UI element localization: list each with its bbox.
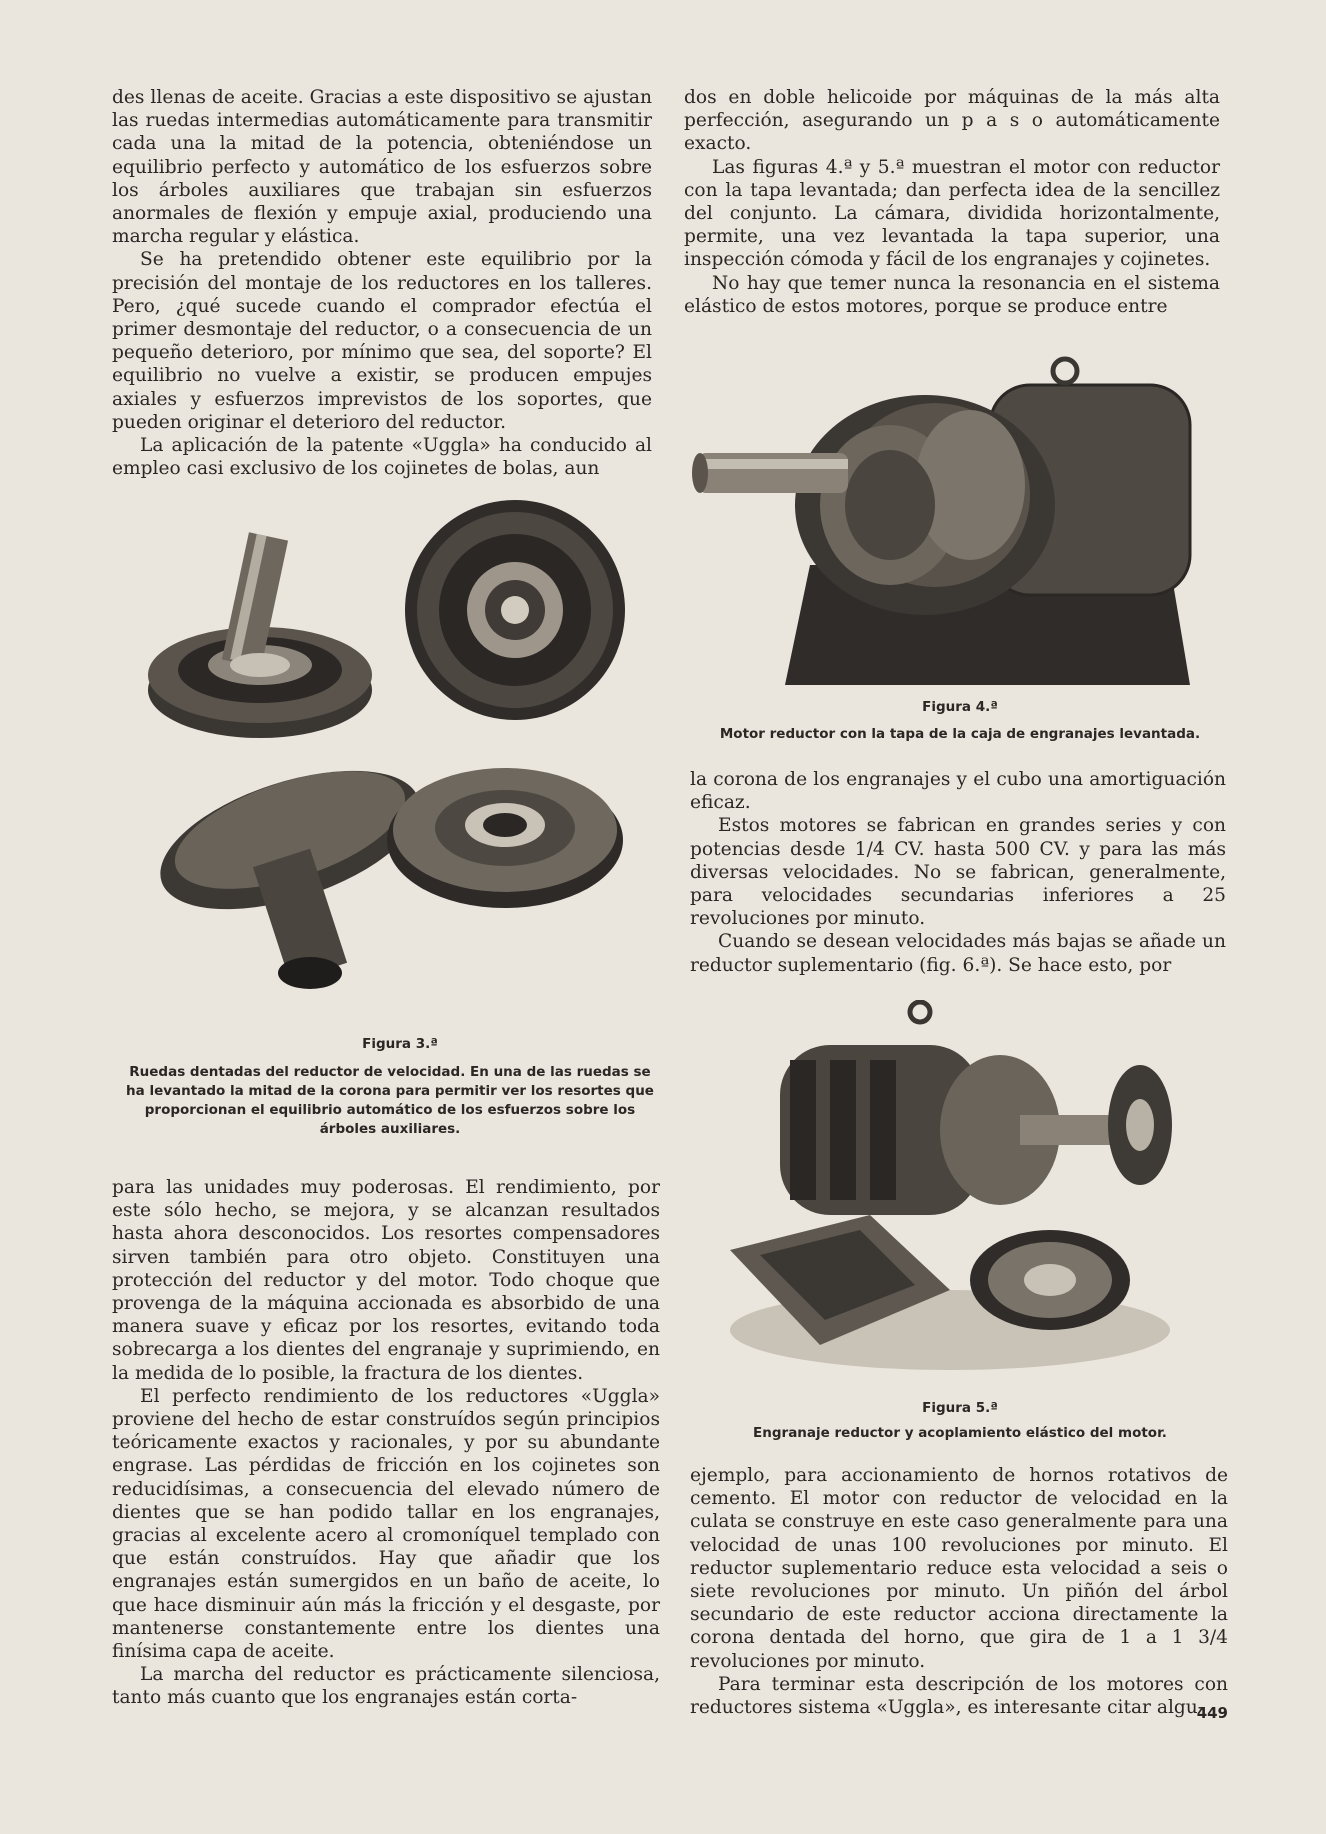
figure-5-image — [720, 1000, 1190, 1390]
paragraph: Se ha pretendido obtener este equilibrio por la precisión del montaje de los reductores en los talleres. Pero, ¿qué sucede cuando el comprador efectúa el primer desmontaje del reductor, o a consecuencia de un pequeño deterioro, por mínimo que sea, del soporte? El equilibrio no vuelve a existir, se producen empujes axiales y esfuerzos imprevistos de los soportes, que pueden originar el deterioro del reductor. — [112, 249, 652, 433]
page-number: 449 — [1196, 1704, 1228, 1722]
paragraph: Estos motores se fabrican en grandes series y con potencias desde 1/4 CV. hasta 500 CV. y para las más diversas velocidades. No se fabrican, generalmente, para velocidades secundarias inferiores a 25 revoluciones por minuto. — [690, 815, 1226, 930]
paragraph: La marcha del reductor es prácticamente silenciosa, tanto más cuanto que los engranajes están corta- — [112, 1664, 660, 1709]
left-column-bottom — [112, 1176, 660, 1710]
paragraph: des llenas de aceite. Gracias a este dispositivo se ajustan las ruedas intermedias automáticamente para transmitir cada una la mitad de la potencia, obteniéndose un equilibrio perfecto y automático de los esfuerzos sobre los árboles auxiliares que trabajan sin esfuerzos anormales de flexión y empuje axial, produciendo una marcha regular y elástica. — [112, 87, 652, 248]
paragraph: dos en doble helicoide por máquinas de la más alta perfección, asegurando un p a s o automáticamente exacto. — [684, 87, 1220, 155]
paragraph: La aplicación de la patente «Uggla» ha conducido al empleo casi exclusivo de los cojinetes de bolas, aun — [112, 435, 652, 480]
right-column-middle — [690, 768, 1226, 977]
paragraph: ejemplo, para accionamiento de hornos rotativos de cemento. El motor con reductor de velocidad en la culata se construye en este caso generalmente para una velocidad de unas 100 revoluciones por minuto. El reductor suplementario reduce esta velocidad a seis o siete revoluciones por minuto. Un piñón del árbol secundario de este reductor acciona directamente la corona dentada del horno, que gira de 1 a 1 3/4 revoluciones por minuto. — [690, 1465, 1228, 1672]
double-helical-gear — [144, 743, 437, 989]
figure-3-caption: Ruedas dentadas del reductor de velocidad. En una de las ruedas se ha levantado la mitad de la corona para permitir ver los resortes que proporcionan el equilibrio automático de los esfuerzos sobre los árboles auxiliares. — [126, 1064, 654, 1137]
crown-wheel — [387, 768, 623, 908]
paragraph: Para terminar esta descripción de los motores con reductores sistema «Uggla», es interesante citar algu- — [690, 1673, 1228, 1719]
figure-3-number: Figura 3.ª — [362, 1036, 438, 1052]
paragraph: Las figuras 4.ª y 5.ª muestran el motor con reductor con la tapa levantada; dan perfecta idea de la sencillez del conjunto. La cámara, dividida horizontalmente, permite, una vez levantada la tapa superior, una inspección cómoda y fácil de los engranajes y cojinetes. — [684, 156, 1220, 271]
figure-5-caption: Engranaje reductor y acoplamiento elástico del motor. — [753, 1425, 1167, 1441]
figure-4-caption: Motor reductor con la tapa de la caja de engranajes levantada. — [719, 726, 1201, 742]
reducer-and-coupling — [730, 1002, 1172, 1370]
figure-3-image — [140, 495, 660, 1025]
figure-4-number: Figura 4.ª — [922, 699, 998, 715]
figure-5-number: Figura 5.ª — [922, 1400, 998, 1416]
paragraph: No hay que temer nunca la resonancia en el sistema elástico de estos motores, porque se produce entre — [684, 272, 1220, 317]
left-column-top — [112, 86, 652, 480]
gear-wheel-with-bearing — [405, 500, 625, 720]
figure-4-image — [690, 355, 1220, 695]
paragraph: para las unidades muy poderosas. El rendimiento, por este sólo hecho, se mejora, y se alcanzan resultados hasta ahora desconocidos. Los resortes compensadores sirven también para otro objeto. Constituyen una protección del reductor y del motor. Todo choque que provenga de la máquina accionada es absorbido de una manera suave y eficaz por los resortes, evitando toda sobrecarga a los dientes del engranaje y suprimiendo, en la medida de lo posible, la fractura de los dientes. — [112, 1177, 660, 1384]
right-column-bottom — [690, 1464, 1228, 1719]
paragraph: la corona de los engranajes y el cubo una amortiguación eficaz. — [690, 769, 1226, 814]
gear-wheel-with-shaft — [148, 532, 372, 738]
paragraph: Cuando se desean velocidades más bajas se añade un reductor suplementario (fig. 6.ª). Se hace esto, por — [690, 931, 1226, 976]
paragraph: El perfecto rendimiento de los reductores «Uggla» proviene del hecho de estar construídos según principios teóricamente exactos y racionales, y por su abundante engrase. Las pérdidas de fricción en los cojinetes son reducidísimas, a consecuencia del elevado número de dientes que se han podido tallar en los engranajes, gracias al excelente acero al cromoníquel templado con que están construídos. Hay que añadir que los engranajes están sumergidos en un baño de aceite, lo que hace disminuir aún más la fricción y el desgaste, por mantenerse constantemente entre los dientes una finísima capa de aceite. — [112, 1385, 660, 1663]
motor-reducer — [692, 359, 1190, 685]
right-column-top — [684, 86, 1220, 318]
